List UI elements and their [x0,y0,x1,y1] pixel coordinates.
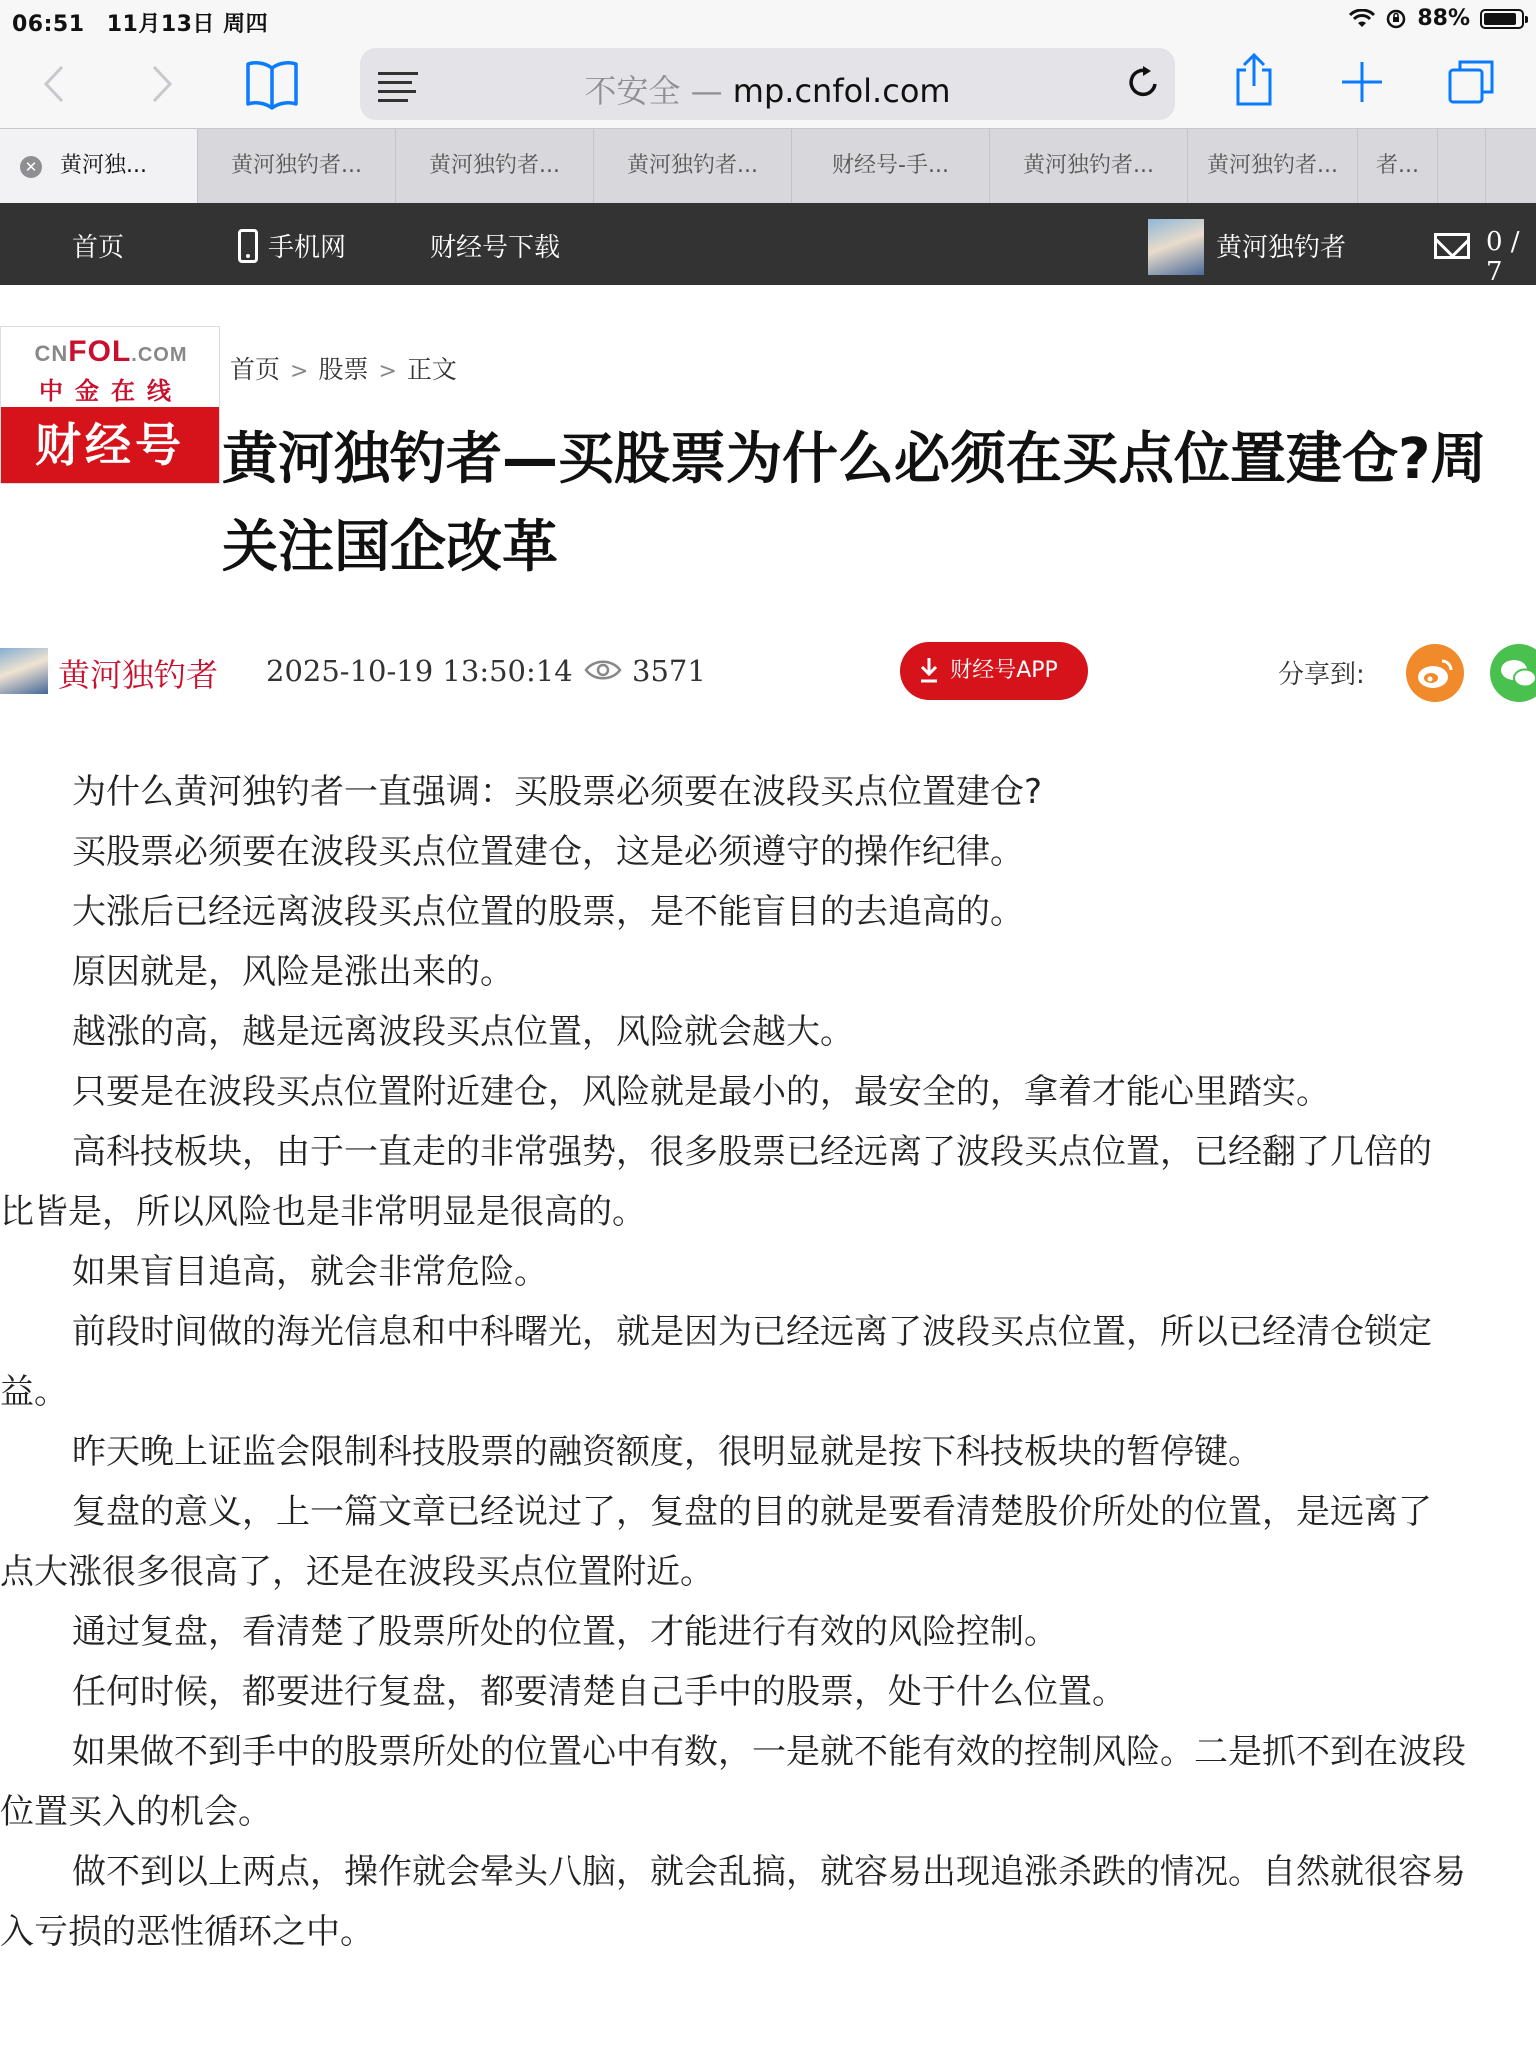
status-date: 11月13日 周四 [106,12,269,37]
app-download-button[interactable] [900,642,1088,700]
paragraph-line: 高科技板块，由于一直走的非常强势，很多股票已经远离了波段买点位置，已经翻了几倍的 [72,1132,1432,1172]
reload-icon [1127,64,1161,100]
back-button[interactable] [42,64,66,115]
tab[interactable]: 财经号-手... [792,129,990,203]
article-title: 黄河独钓者—买股票为什么必须在买点位置建仓?周关注国企改革 [222,427,1487,580]
user-avatar[interactable] [1148,219,1204,275]
paragraph-line: 益。 [0,1372,68,1412]
tab-active[interactable] [0,129,198,203]
paragraph-line: 如果盲目追高，就会非常危险。 [72,1252,548,1292]
chevron-right-icon [150,64,174,104]
address-bar[interactable] [360,48,1175,120]
paragraph-line: 前段时间做的海光信息和中科曙光，就是因为已经远离了波段买点位置，所以已经清仓锁定 [72,1312,1432,1352]
cnfol-logo[interactable] [0,326,220,484]
wifi-icon [1349,9,1375,29]
share-label: 分享到: [1278,660,1365,690]
tab-strip [0,128,1536,204]
logo-brand-fol: FOL [68,335,132,368]
breadcrumb-separator: > [378,359,397,384]
paragraph-line: 点大涨很多很高了，还是在波段买点位置附近。 [0,1552,714,1592]
status-left [12,7,282,38]
paragraph-line: 位置买入的机会。 [0,1792,272,1832]
author-avatar[interactable] [0,648,48,694]
logo-badge: 财经号 [1,407,219,483]
share-icon [1232,52,1276,108]
logo-subtitle: 中金在线 [39,377,183,405]
url-domain: mp.cnfol.com [732,72,951,110]
tab[interactable]: 黄河独钓者... [990,129,1188,203]
paragraph-line: 如果做不到手中的股票所处的位置心中有数，一是就不能有效的控制风险。二是抓不到在波段 [72,1732,1466,1772]
tab[interactable] [1438,129,1486,203]
tab-label: 黄河独... [60,153,147,178]
nav-home-link[interactable]: 首页 [72,233,125,263]
paragraph-line: 通过复盘，看清楚了股票所处的位置，才能进行有效的风险控制。 [72,1612,1058,1652]
paragraph-line: 复盘的意义，上一篇文章已经说过了，复盘的目的就是要看清楚股价所处的位置，是远离了 [72,1492,1432,1532]
breadcrumb [230,350,457,386]
logo-top [1,327,221,409]
plus-icon [1338,58,1386,106]
status-time: 06:51 [12,12,85,37]
browser-toolbar [0,42,1536,128]
phone-icon [238,229,258,263]
breadcrumb-stocks[interactable]: 股票 [318,355,369,384]
orientation-lock-icon [1385,8,1407,30]
battery-fill [1484,13,1516,25]
download-icon [918,656,940,684]
mail-icon[interactable] [1434,233,1470,259]
logo-brand [1,335,221,369]
paragraph-line: 入亏损的恶性循环之中。 [0,1912,374,1952]
battery-percent: 88% [1417,6,1470,31]
app-button-label: 财经号APP [950,658,1058,683]
tabs-overview-button[interactable] [1446,56,1496,110]
tab[interactable]: 黄河独钓者... [396,129,594,203]
paragraph-line: 比皆是，所以风险也是非常明显是很高的。 [0,1192,646,1232]
status-bar [0,0,1536,42]
url-insecure-label: 不安全 — [584,72,733,110]
wechat-share-button[interactable] [1490,644,1536,702]
publish-time: 2025-10-19 13:50:14 [266,654,573,688]
message-count[interactable]: 0 / 7 [1486,227,1520,287]
share-button[interactable] [1232,52,1276,112]
paragraph-line: 做不到以上两点，操作就会晕头八脑，就会乱搞，就容易出现追涨杀跌的情况。自然就很容易 [72,1852,1466,1892]
tab[interactable] [1486,129,1536,203]
article-meta [0,642,1536,702]
tab[interactable]: 黄河独钓者... [198,129,396,203]
chevron-left-icon [42,64,66,104]
nav-mobile-label: 手机网 [268,233,347,263]
logo-brand-cn: CN [34,341,69,366]
site-nav [0,203,1536,285]
bookmarks-button[interactable] [244,58,300,114]
paragraph-line: 昨天晚上证监会限制科技股票的融资额度，很明显就是按下科技板块的暂停键。 [72,1432,1262,1472]
author-name[interactable]: 黄河独钓者 [58,656,219,694]
eye-icon [584,658,622,682]
wechat-icon [1490,644,1536,702]
weibo-share-button[interactable] [1406,644,1464,702]
forward-button[interactable] [150,64,174,115]
close-tab-icon[interactable]: ✕ [20,156,42,178]
paragraph-line: 原因就是，风险是涨出来的。 [72,952,514,992]
paragraph-line: 为什么黄河独钓者一直强调：买股票必须要在波段买点位置建仓? [72,772,1043,812]
breadcrumb-current: 正文 [406,355,457,384]
status-right [1349,6,1524,31]
url-text[interactable] [360,66,1175,112]
paragraph-line: 大涨后已经远离波段买点位置的股票，是不能盲目的去追高的。 [72,892,1024,932]
article-body [0,762,1536,1962]
breadcrumb-home[interactable]: 首页 [230,355,281,384]
logo-brand-com: .COM [131,344,188,366]
reload-button[interactable] [1127,64,1161,109]
paragraph-line: 越涨的高，越是远离波段买点位置，风险就会越大。 [72,1012,854,1052]
tab[interactable]: 者... [1358,129,1438,203]
view-count: 3571 [632,654,706,688]
tab[interactable]: 黄河独钓者... [1188,129,1358,203]
nav-user-link[interactable]: 黄河独钓者 [1216,233,1347,263]
battery-icon [1480,9,1524,29]
nav-mobile-link[interactable] [238,227,346,266]
tabs-icon [1446,56,1496,106]
paragraph-line: 只要是在波段买点位置附近建仓，风险就是最小的，最安全的，拿着才能心里踏实。 [72,1072,1330,1112]
nav-download-link[interactable]: 财经号下载 [430,233,561,263]
breadcrumb-separator: > [290,359,309,384]
paragraph-line: 买股票必须要在波段买点位置建仓，这是必须遵守的操作纪律。 [72,832,1024,872]
book-icon [244,58,300,110]
tab[interactable]: 黄河独钓者... [594,129,792,203]
paragraph-line: 任何时候，都要进行复盘，都要清楚自己手中的股票，处于什么位置。 [72,1672,1126,1712]
weibo-icon [1406,644,1464,702]
new-tab-button[interactable] [1338,44,1386,117]
